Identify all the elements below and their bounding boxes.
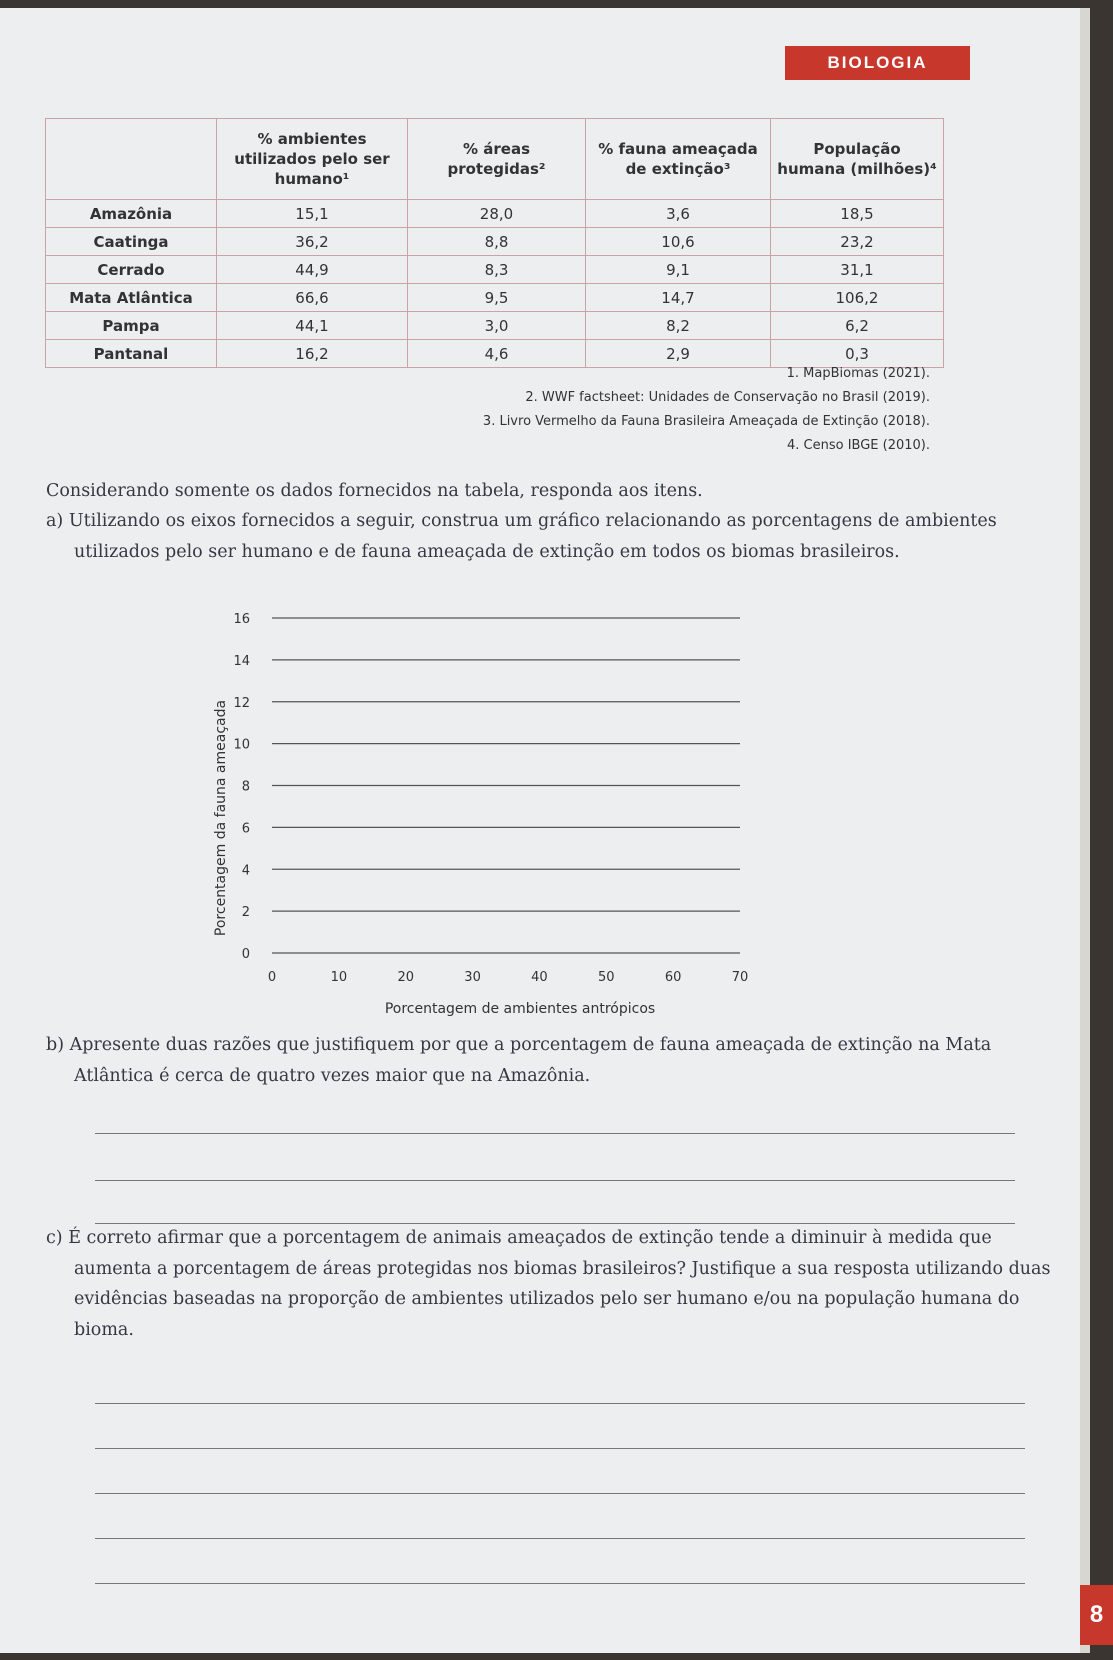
textbook-page bbox=[0, 8, 1090, 1653]
table-cell: 15,1 bbox=[217, 200, 408, 228]
table-cell: 4,6 bbox=[408, 340, 586, 368]
y-tick-label: 8 bbox=[241, 779, 250, 795]
y-axis-label: Porcentagem da fauna ameaçada bbox=[213, 699, 229, 937]
x-tick-label: 40 bbox=[531, 970, 548, 985]
table-cell: 31,1 bbox=[771, 256, 944, 284]
table-cell: 16,2 bbox=[217, 340, 408, 368]
biome-name: Pampa bbox=[46, 312, 217, 340]
table-cell: 44,1 bbox=[217, 312, 408, 340]
table-cell: 10,6 bbox=[586, 228, 771, 256]
page-number: 8 bbox=[1080, 1585, 1113, 1645]
biome-name: Amazônia bbox=[46, 200, 217, 228]
table-cell: 6,2 bbox=[771, 312, 944, 340]
table-cell: 66,6 bbox=[217, 284, 408, 312]
table-cell: 23,2 bbox=[771, 228, 944, 256]
biome-name: Mata Atlântica bbox=[46, 284, 217, 312]
answer-line[interactable] bbox=[95, 1538, 1025, 1539]
blank-chart-axes bbox=[180, 598, 800, 1018]
x-tick-label: 50 bbox=[598, 970, 615, 985]
table-row bbox=[46, 200, 944, 228]
chart-grid bbox=[272, 618, 740, 953]
table-header-cell: População humana (milhões)⁴ bbox=[771, 119, 944, 200]
table-row bbox=[46, 284, 944, 312]
table-cell: 28,0 bbox=[408, 200, 586, 228]
table-cell: 44,9 bbox=[217, 256, 408, 284]
table-cell: 2,9 bbox=[586, 340, 771, 368]
answer-line[interactable] bbox=[95, 1133, 1015, 1134]
biome-name: Pantanal bbox=[46, 340, 217, 368]
question-a: a) Utilizando os eixos fornecidos a seguir, construa um gráfico relacionando as porcentagens de ambientes utilizados pelo ser humano e de fauna ameaçada de extinção em todos os biomas brasileiros. bbox=[46, 511, 997, 562]
table-cell: 8,2 bbox=[586, 312, 771, 340]
answer-line[interactable] bbox=[95, 1180, 1015, 1181]
source-note: 3. Livro Vermelho da Fauna Brasileira Ameaçada de Extinção (2018). bbox=[482, 414, 930, 429]
table-cell: 0,3 bbox=[771, 340, 944, 368]
question-b: b) Apresente duas razões que justifiquem por que a porcentagem de fauna ameaçada de extinção na Mata Atlântica é cerca de quatro vezes maior que na Amazônia. bbox=[46, 1035, 992, 1086]
table-row bbox=[46, 228, 944, 256]
answer-line[interactable] bbox=[95, 1403, 1025, 1404]
y-tick-label: 14 bbox=[233, 653, 250, 669]
y-tick-label: 0 bbox=[241, 947, 250, 962]
table-row bbox=[46, 256, 944, 284]
table-row bbox=[46, 312, 944, 340]
table-cell: 36,2 bbox=[217, 228, 408, 256]
x-axis-label: Porcentagem de ambientes antrópicos bbox=[384, 1001, 656, 1017]
biome-data-table bbox=[45, 118, 944, 368]
table-cell: 3,0 bbox=[408, 312, 586, 340]
biome-name: Caatinga bbox=[46, 228, 217, 256]
x-tick-label: 60 bbox=[664, 970, 682, 985]
source-note: 4. Censo IBGE (2010). bbox=[786, 438, 930, 453]
y-tick-label: 4 bbox=[241, 863, 250, 879]
answer-line[interactable] bbox=[95, 1448, 1025, 1449]
table-cell: 106,2 bbox=[771, 284, 944, 312]
x-tick-label: 70 bbox=[731, 970, 749, 985]
instructions-text: Considerando somente os dados fornecidos na tabela, responda aos itens. bbox=[46, 481, 703, 501]
x-tick-label: 0 bbox=[267, 970, 277, 985]
x-tick-label: 20 bbox=[397, 970, 414, 985]
table-header-cell bbox=[46, 119, 217, 200]
y-tick-label: 12 bbox=[233, 695, 250, 711]
answer-line[interactable] bbox=[95, 1493, 1025, 1494]
table-cell: 18,5 bbox=[771, 200, 944, 228]
table-header-cell: % ambientes utilizados pelo ser humano¹ bbox=[217, 119, 408, 200]
table-cell: 8,8 bbox=[408, 228, 586, 256]
y-tick-label: 2 bbox=[241, 905, 250, 921]
y-tick-labels bbox=[233, 612, 250, 962]
answer-line[interactable] bbox=[95, 1583, 1025, 1584]
table-header-cell: % fauna ameaçada de extinção³ bbox=[586, 119, 771, 200]
table-cell: 9,5 bbox=[408, 284, 586, 312]
y-tick-label: 16 bbox=[233, 612, 250, 627]
subject-badge: BIOLOGIA bbox=[785, 46, 970, 80]
question-c: c) É correto afirmar que a porcentagem de animais ameaçados de extinção tende a diminuir à medida que aumenta a porcentagem de áreas protegidas nos biomas brasileiros? Justifique a sua resposta utilizando duas evidências baseadas na proporção de ambientes utilizados pelo ser humano e/ou na população humana do bioma. bbox=[46, 1228, 1051, 1340]
table-row bbox=[46, 340, 944, 368]
table-cell: 8,3 bbox=[408, 256, 586, 284]
table-cell: 9,1 bbox=[586, 256, 771, 284]
x-tick-label: 10 bbox=[330, 970, 348, 985]
table-cell: 3,6 bbox=[586, 200, 771, 228]
table-header-cell: % áreas protegidas² bbox=[408, 119, 586, 200]
x-tick-labels bbox=[268, 970, 748, 985]
y-tick-label: 6 bbox=[241, 821, 250, 837]
source-note: 2. WWF factsheet: Unidades de Conservação no Brasil (2019). bbox=[525, 390, 930, 405]
y-tick-label: 10 bbox=[233, 737, 250, 753]
table-header-row bbox=[46, 119, 944, 200]
table-cell: 14,7 bbox=[586, 284, 771, 312]
x-tick-label: 30 bbox=[464, 970, 481, 985]
source-note: 1. MapBiomas (2021). bbox=[786, 366, 930, 381]
biome-name: Cerrado bbox=[46, 256, 217, 284]
